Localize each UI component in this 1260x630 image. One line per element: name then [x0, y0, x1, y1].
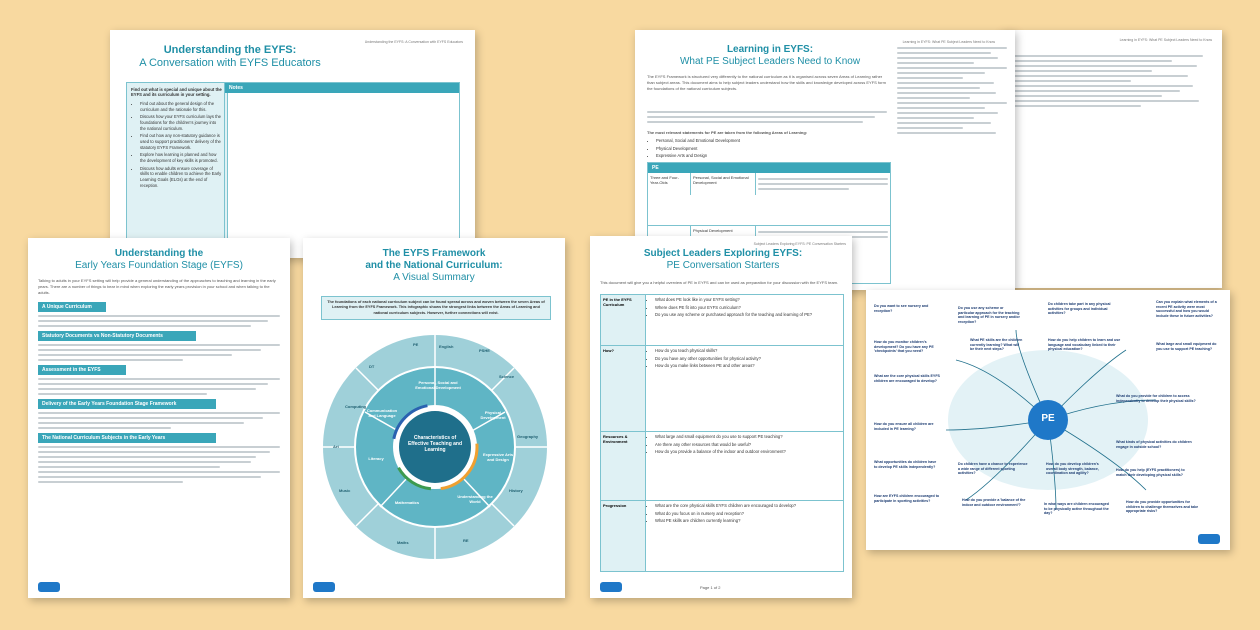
doc5-question: • How do you make links between PE and other areas?: [655, 363, 843, 369]
doc5-title-line1: Subject Leaders Exploring EYFS:: [643, 248, 803, 259]
mindmap-question: How do you provide opportunities for children to challenge themselves and take appropriate risks?: [1126, 500, 1199, 514]
doc2-title: [38, 248, 280, 272]
doc3-title-line2: and the National Curriculum:: [365, 260, 503, 271]
doc5-row: [601, 501, 843, 571]
twinkl-logo: [1198, 534, 1220, 544]
wheel-outer-label: Art: [333, 444, 339, 449]
doc4-intro: The EYFS Framework is structured very differently to the national curriculum as it is organised across seven Areas of Learning rather than subject areas. This document aims to help subject leaders understand how the skills and knowledge developed across EYFS form the foundations of the national curriculum subjects.: [647, 74, 886, 91]
mindmap-question: How do you monitor children's development? Do you have any PE 'checkpoints' that you need?: [874, 340, 934, 354]
mindmap-question: How do you provide a 'balance of the indoor and outdoor environment'?: [962, 498, 1026, 507]
doc1-title: [120, 44, 340, 70]
doc1-bullet-list: [131, 101, 223, 188]
wheel-outer-labels: [303, 238, 565, 598]
doc5-question: • Do you have any other opportunities for physical activity?: [655, 356, 843, 362]
doc1-bullet: • Find out how any non-statutory guidance is used to support practitioners' delivery of the statutory EYFS Framework.: [140, 133, 223, 150]
doc4-body-lines: [647, 108, 887, 126]
doc1-bullet: • Find out about the general design of the curriculum and the rationale for this.: [140, 101, 223, 112]
doc4-right-column: [897, 44, 1007, 137]
twinkl-logo: [313, 582, 335, 592]
wheel-inner-label: Personal, Social and Emotional Development: [415, 380, 461, 390]
doc-eyfs-conversation: [110, 30, 475, 258]
doc4-title: [645, 44, 895, 68]
wheel-outer-label: Music: [339, 488, 351, 493]
twinkl-logo: [38, 582, 60, 592]
doc3-title-line3: A Visual Summary: [393, 272, 475, 283]
mindmap-question: How do you ensure all children are included in PE learning?: [874, 422, 934, 431]
mindmap-question: Do you use any scheme or particular approach for the teaching and learning of PE in nursery and/or reception?: [958, 306, 1020, 325]
wheel-inner-label: Communication and Language: [366, 408, 398, 418]
mindmap-center-label: PE: [1041, 413, 1055, 424]
mindmap-question: How are EYFS children encouraged to participate in sporting activities?: [874, 494, 940, 503]
doc5-row: [601, 346, 843, 432]
wheel-outer-label: Science: [499, 374, 515, 379]
wheel-inner-label: Physical Development: [480, 410, 506, 420]
wheel-outer-label: English: [439, 344, 454, 349]
doc1-bullet: • Discuss how adults ensure coverage of skills to enable children to achieve the Early Learning Goals (ELGs) at the end of reception.: [140, 166, 223, 189]
doc4-area-item: • Physical Development: [656, 146, 896, 152]
doc5-question: • What do you focus on in nursery and reception?: [655, 511, 843, 517]
doc5-title: [598, 248, 848, 272]
doc4-area-item: • Expressive Arts and Design: [656, 153, 896, 159]
mindmap-question: What do you provide for children to access independently to develop their physical skills?: [1116, 394, 1196, 403]
wheel-outer-label: RE: [463, 538, 469, 543]
doc4-area-item: • Personal, Social and Emotional Development: [656, 138, 896, 144]
doc1-notes-box: [224, 82, 460, 258]
doc4-row-label: Physical Development: [691, 226, 756, 248]
mindmap-question: What opportunities do children have to develop PE skills independently?: [874, 460, 937, 469]
doc5-question: • What PE skills are children currently learning?: [655, 518, 843, 524]
wheel-outer-label: Maths: [397, 540, 409, 545]
doc4-areas-list: [647, 136, 896, 161]
wheel-outer-label: Geography: [517, 434, 539, 439]
doc-pe-mindmap: [866, 290, 1230, 550]
doc-visual-summary: [303, 238, 565, 598]
doc4-header-small: Learning in EYFS: What PE Subject Leaders Need to Know: [902, 40, 995, 44]
doc3-title-line1: The EYFS Framework: [382, 248, 486, 259]
doc2-sections: [38, 302, 280, 486]
doc5-header-small: Subject Leaders Exploring EYFS: PE Conversation Starters: [753, 242, 846, 246]
doc2-section-heading: Statutory Documents vs Non-Statutory Documents: [38, 331, 196, 341]
doc1-title-line2: A Conversation with EYFS Educators: [139, 57, 321, 70]
doc1-intro: Find out what is special and unique about the EYFS and its curriculum in your setting.: [131, 87, 222, 97]
doc5-row-label: PE in the EYFS Curriculum: [601, 295, 645, 345]
doc5-title-line2: PE Conversation Starters: [666, 260, 780, 271]
mindmap-questions: [866, 290, 1230, 550]
mindmap-question: What PE skills are the children currently learning? What will be their next steps?: [970, 338, 1023, 352]
mindmap-question: How do you develop children's overall body strength, balance, coordination and agility?: [1046, 462, 1099, 476]
doc4-row-label: Three and Four-Year-Olds: [648, 173, 691, 195]
mindmap-question: How do you help children to learn and use language and vocabulary linked to their physical education?: [1048, 338, 1121, 352]
wheel-outer-label: History: [509, 488, 523, 493]
doc1-header-small: Understanding the EYFS: A Conversation with EYFS Educators: [364, 40, 463, 44]
doc-understanding-eyfs: [28, 238, 290, 598]
wheel-inner-label: Mathematics: [394, 500, 420, 505]
wheel-inner-label: Literacy: [368, 456, 384, 461]
doc5-row: [601, 432, 843, 501]
doc2-section-heading: Assessment in the EYFS: [38, 365, 126, 375]
doc2-section-heading: A Unique Curriculum: [38, 302, 106, 312]
mindmap-question: Do children have a chance to experience a wide range of different sporting activities?: [958, 462, 1028, 476]
doc5-intro: This document will give you a helpful overview of PE in EYFS and can be used as preparation for your discussion with the EYFS team.: [600, 280, 839, 285]
doc2-title-line1: Understanding the: [114, 248, 204, 259]
doc5-page-number: Page 1 of 2: [700, 585, 721, 590]
doc5-question: • Are there any other resources that would be useful?: [655, 442, 843, 448]
doc5-table: [600, 294, 844, 572]
doc5-question: • What are the core physical skills EYFS children are encouraged to develop?: [655, 503, 843, 509]
doc5-row-label: Resources & Environment: [601, 432, 645, 500]
doc2-section-heading: The National Curriculum Subjects in the Early Years: [38, 433, 216, 443]
twinkl-logo: [600, 582, 622, 592]
doc2-intro: Talking to adults in your EYFS setting will help provide a general understanding of the approaches to teaching and learning in the early years. There are a number of things to bear in mind when exploring the early years provision in your school and when talking to the adults.: [38, 278, 276, 295]
wheel-outer-label: Computing: [345, 404, 367, 409]
doc5-row-label: How?: [601, 346, 645, 431]
mindmap-question: What are the core physical skills EYFS children are encouraged to develop?: [874, 374, 940, 383]
doc5-question: • How do you teach physical skills?: [655, 348, 843, 354]
wheel-outer-label: DT: [369, 364, 375, 369]
mindmap-question: What kinds of physical activities do children engage in outside school?: [1116, 440, 1192, 449]
doc5-question: • Do you use any scheme or purchased approach for the teaching and learning of PE?: [655, 312, 843, 318]
doc5-question: • What does PE look like in your EYFS setting?: [655, 297, 843, 303]
doc4-areas-intro: The most relevant statements for PE are taken from the following Areas of Learning:: [647, 130, 808, 135]
doc5-question: • How do you provide a balance of the indoor and outdoor environment?: [655, 449, 843, 455]
mindmap-question: Can you explain what elements of a recent PE activity were most successful and how you would include these in future activities?: [1156, 300, 1217, 319]
doc1-notes-label: Notes: [225, 83, 459, 93]
doc5-question: • Where does PE fit into your EYFS curriculum?: [655, 305, 843, 311]
wheel-outer-label: PE: [413, 342, 419, 347]
mindmap-question: What large and small equipment do you use to support PE teaching?: [1156, 342, 1217, 351]
wheel-center-label: Characteristics of Effective Teaching and Learning: [407, 435, 463, 453]
mindmap-question: How do you help (EYFS practitioners) to match their developing physical skills?: [1116, 468, 1185, 477]
doc2-section-heading: Delivery of the Early Years Foundation Stage Framework: [38, 399, 216, 409]
doc-pe-conversation-starters: [590, 236, 852, 598]
doc4-title-line1: Learning in EYFS:: [726, 44, 814, 55]
doc5-row-label: Progression: [601, 501, 645, 571]
doc5-question: • What large and small equipment do you use to support PE teaching?: [655, 434, 843, 440]
wheel-inner-label: Understanding the World: [457, 494, 493, 504]
doc7-lines: [1008, 52, 1213, 110]
doc2-title-line2: Early Years Foundation Stage (EYFS): [75, 260, 243, 271]
doc4-table-header: PE: [648, 163, 890, 173]
doc1-bullet-box: [126, 82, 228, 258]
doc4-col-label: Personal, Social and Emotional Development: [691, 173, 756, 195]
mindmap-question: Do children take part in any physical activities for groups and individual activities?: [1048, 302, 1111, 316]
mindmap-question: Do you want to see nursery and reception?: [874, 304, 929, 313]
doc3-intro: The foundations of each national curriculum subject can be found spread across and woven between the seven Areas of Learning from the EYFS Framework. This infographic shows the strongest links between the Areas of Learning and national curriculum subjects. However, further connections will exist.: [321, 296, 551, 320]
doc1-bullet: • Discuss how your EYFS curriculum lays the foundations for the children's journey into the national curriculum.: [140, 114, 223, 131]
doc7-header-small: Learning in EYFS: What PE Subject Leaders Need to Know: [1119, 38, 1212, 42]
doc1-bullet: • Explore how learning is planned and how the development of key skills is promoted.: [140, 152, 223, 163]
doc5-row: [601, 295, 843, 346]
doc4-title-line2: What PE Subject Leaders Need to Know: [679, 56, 861, 67]
mindmap-question: In what ways are children encouraged to be physically active throughout the day?: [1044, 502, 1109, 516]
wheel-inner-label: Expressive Arts and Design: [482, 452, 514, 462]
wheel-outer-label: PSHE: [479, 348, 490, 353]
doc-pe-leaders-page2: [1000, 30, 1222, 288]
doc1-title-line1: Understanding the EYFS:: [163, 44, 297, 56]
